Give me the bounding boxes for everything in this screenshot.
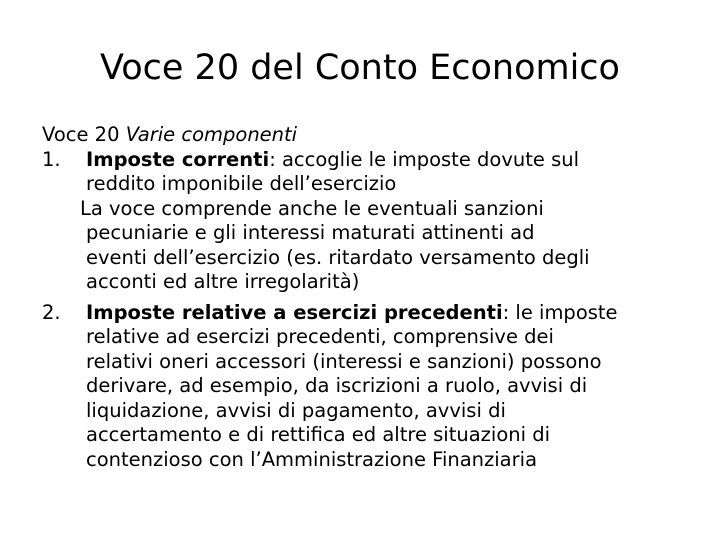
list-item-2-line: contenzioso con l’Amministrazione Finanziaria — [86, 447, 538, 471]
list-item-2-term: Imposte relative a esercizi precedenti — [86, 300, 503, 324]
intro-line — [42, 123, 692, 148]
list-item-1-lead: : accoglie le imposte dovute sul — [269, 147, 580, 171]
list-item-2-first-line — [42, 301, 692, 326]
list-item-2-lead: : le imposte — [502, 300, 618, 324]
list-item-1-note-first: La voce comprende anche le eventuali sanzioni — [80, 196, 544, 220]
list-item-2-number: 2. — [42, 300, 61, 324]
list-item-1-note-line: pecuniarie e gli interessi maturati attinenti ad — [86, 221, 535, 244]
list-item-2-line: liquidazione, avvisi di pagamento, avvisi di — [86, 398, 506, 422]
list-item-1-number: 1. — [42, 147, 61, 171]
slide-body — [42, 123, 692, 472]
slide-title: Voce 20 del Conto Economico — [100, 48, 620, 88]
list-item-1-term: Imposte correnti — [86, 147, 270, 171]
list-item-2-line: relative ad esercizi precedenti, comprensive dei — [86, 325, 554, 348]
intro-prefix: Voce 20 — [42, 123, 126, 146]
list-item-2-line: accertamento e di rettifica ed altre situazioni di — [86, 423, 551, 446]
intro-emphasis: Varie componenti — [125, 123, 298, 146]
list-item-1-line: reddito imponibile dell’esercizio — [86, 172, 397, 195]
list-item-2-line: relativi oneri accessori (interessi e sanzioni) possono — [86, 349, 602, 373]
list-item-1-first-line — [42, 148, 692, 173]
list-item-1-note-line: eventi dell’esercizio (es. ritardato versamento degli — [86, 245, 590, 269]
list-item-2-line: derivare, ad esempio, da iscrizioni a ruolo, avvisi di — [86, 374, 588, 397]
list-item-1-note-line: acconti ed altre irregolarità) — [86, 270, 360, 293]
